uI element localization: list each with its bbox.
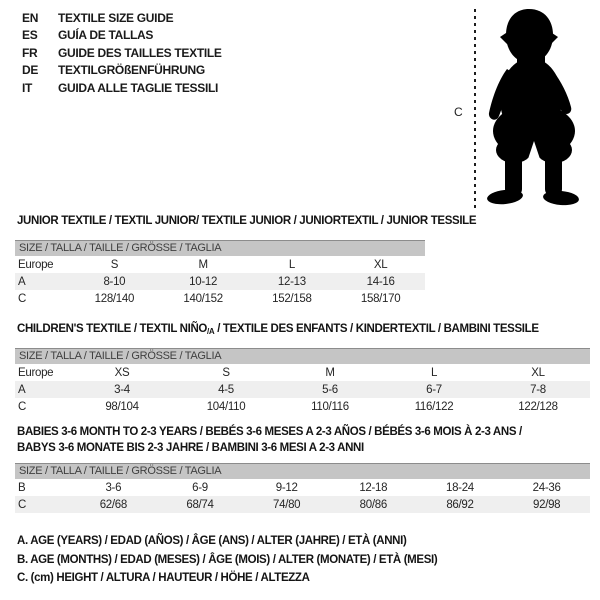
children-title-sub: /A (207, 327, 215, 336)
babies-size-grid (15, 479, 590, 513)
row-label: C (18, 400, 27, 413)
height-cell: 92/98 (503, 496, 590, 513)
table-row-europe (15, 256, 425, 273)
row-label: A (15, 381, 70, 398)
table-row-months (15, 479, 590, 496)
age-cell: 14-16 (336, 273, 425, 290)
language-code: EN (22, 10, 39, 25)
children-size-table (15, 348, 590, 415)
size-cell: XS (114, 366, 130, 379)
height-cell: 122/128 (518, 400, 558, 413)
months-cell: 18-24 (445, 481, 474, 494)
height-measure-label: C (454, 105, 463, 119)
months-cell: 24-36 (532, 481, 561, 494)
language-code: IT (22, 80, 33, 95)
size-cell: L (288, 258, 295, 271)
height-cell: 128/140 (94, 292, 135, 305)
language-title: TEXTILGRÖßENFÜHRUNG (58, 63, 205, 78)
size-cell: XL (373, 258, 388, 271)
height-cell: 68/74 (157, 496, 244, 513)
note-age-years: A. AGE (YEARS) / EDAD (AÑOS) / ÂGE (ANS) / ALTER (JAHRE) / ETÀ (ANNI) (17, 535, 407, 547)
table-row-europe (15, 364, 590, 381)
children-size-grid (15, 364, 590, 415)
age-cell: 8-10 (70, 273, 159, 290)
language-row-es (22, 27, 222, 45)
junior-size-grid (15, 256, 425, 307)
size-cell: M (198, 258, 208, 271)
language-title: GUIDA ALLE TAGLIE TESSILI (58, 80, 219, 95)
height-cell: 158/170 (360, 292, 401, 305)
age-cell: 3-4 (70, 381, 174, 398)
children-title-pre: CHILDREN'S TEXTILE / TEXTIL NIÑO (17, 323, 208, 335)
height-cell: 110/116 (311, 400, 349, 413)
row-label: Europe (18, 366, 54, 379)
age-cell: 7-8 (486, 381, 590, 398)
language-code: FR (22, 45, 38, 60)
height-cell: 98/104 (105, 400, 139, 413)
language-row-it (22, 79, 222, 97)
height-cell: 86/92 (417, 496, 504, 513)
note-height-cm: C. (cm) HEIGHT / ALTURA / HAUTEUR / HÖHE / ALTEZZA (17, 572, 310, 584)
height-cell: 152/158 (272, 292, 312, 305)
height-cell: 140/152 (183, 292, 223, 305)
language-title: GUÍA DE TALLAS (58, 28, 154, 43)
table-row-height (15, 398, 590, 415)
months-cell: 3-6 (105, 481, 122, 494)
language-title-list (22, 9, 222, 97)
babies-title-line1: BABIES 3-6 MONTH TO 2-3 YEARS / BEBÉS 3-6 MESES A 2-3 AÑOS / BÉBÉS 3-6 MOIS À 2-3 ANS / (17, 426, 522, 438)
babies-size-table (15, 463, 590, 513)
language-row-fr (22, 44, 222, 62)
months-cell: 9-12 (275, 481, 298, 494)
children-section-title (17, 321, 595, 340)
height-measure-dashed-line (474, 9, 476, 208)
language-title: GUIDE DES TAILLES TEXTILE (58, 45, 222, 60)
size-cell: M (325, 366, 335, 379)
babies-title-line2: BABYS 3-6 MONATE BIS 2-3 JAHRE / BAMBINI 3-6 MESI A 2-3 ANNI (17, 442, 364, 454)
height-cell: 104/110 (206, 400, 246, 413)
table-row-height (15, 290, 425, 307)
age-cell: 6-7 (382, 381, 486, 398)
row-label: A (15, 273, 70, 290)
age-cell: 5-6 (278, 381, 382, 398)
language-row-en (22, 9, 222, 27)
height-cell: 80/86 (330, 496, 417, 513)
row-label: Europe (18, 258, 54, 271)
months-cell: 12-18 (359, 481, 388, 494)
legend-notes (17, 532, 437, 588)
junior-size-table (15, 240, 425, 307)
size-cell: L (430, 366, 438, 379)
language-title: TEXTILE SIZE GUIDE (58, 10, 174, 25)
height-cell: 74/80 (243, 496, 330, 513)
children-title-post: / TEXTILE DES ENFANTS / KINDERTEXTIL / BAMBINI TESSILE (214, 323, 539, 335)
baby-silhouette-image (483, 7, 595, 208)
row-label: C (18, 292, 27, 305)
row-label: B (18, 481, 26, 494)
babies-section-title (17, 424, 595, 456)
table-row-age (15, 381, 590, 398)
size-cell: S (222, 366, 230, 379)
size-header-band: SIZE / TALLA / TAILLE / GRÖSSE / TAGLIA (15, 240, 425, 256)
size-cell: XL (531, 366, 545, 379)
height-cell: 62/68 (70, 496, 157, 513)
note-age-months: B. AGE (MONTHS) / EDAD (MESES) / ÂGE (MOIS) / ALTER (MONATE) / ETÀ (MESI) (17, 553, 438, 566)
language-code: DE (22, 63, 39, 78)
junior-section-title: JUNIOR TEXTILE / TEXTIL JUNIOR/ TEXTILE JUNIOR / JUNIORTEXTIL / JUNIOR TESSILE (17, 215, 477, 227)
row-label: C (15, 496, 70, 513)
size-cell: S (110, 258, 119, 271)
table-row-height (15, 496, 590, 513)
months-cell: 6-9 (192, 481, 208, 494)
table-row-age (15, 273, 425, 290)
age-cell: 10-12 (159, 273, 248, 290)
language-code: ES (22, 28, 38, 43)
age-cell: 4-5 (174, 381, 278, 398)
size-header-band: SIZE / TALLA / TAILLE / GRÖSSE / TAGLIA (15, 348, 590, 364)
age-cell: 12-13 (248, 273, 337, 290)
height-cell: 116/122 (414, 400, 454, 413)
size-header-band: SIZE / TALLA / TAILLE / GRÖSSE / TAGLIA (15, 463, 590, 479)
language-row-de (22, 62, 222, 80)
